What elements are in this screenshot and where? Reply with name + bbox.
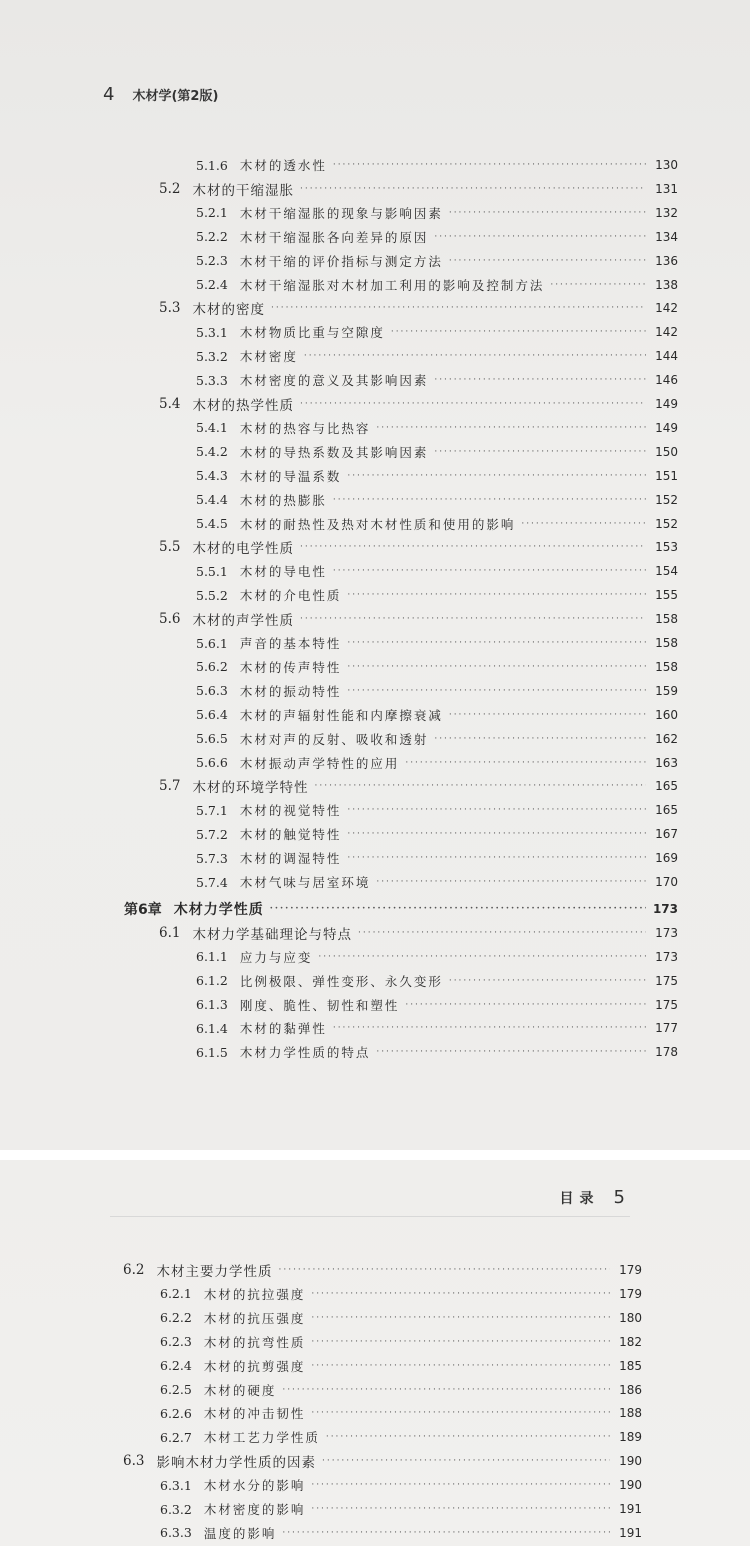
entry-number: 5.4.2 xyxy=(196,444,228,460)
book-title: 木材学(第2版) xyxy=(132,89,219,104)
dot-leader xyxy=(314,781,646,791)
entry-number: 6.3.2 xyxy=(160,1501,192,1517)
entry-number: 5.4 xyxy=(159,396,181,412)
entry-number: 5.4.3 xyxy=(196,468,228,484)
toc-entry-sub xyxy=(196,584,678,606)
page-gap xyxy=(0,1150,750,1160)
dot-leader xyxy=(300,184,646,194)
entry-number: 6.2.2 xyxy=(160,1310,192,1326)
dot-leader xyxy=(311,1504,610,1514)
dot-leader xyxy=(347,853,646,863)
entry-title: 温度的影响 xyxy=(203,1525,277,1541)
page-header xyxy=(103,84,218,105)
dot-leader xyxy=(347,686,646,696)
entry-page: 138 xyxy=(655,277,678,292)
entry-title: 木材主要力学性质 xyxy=(156,1264,273,1280)
entry-page: 165 xyxy=(655,779,678,794)
toc-entry-section xyxy=(123,1450,642,1472)
dot-leader xyxy=(311,1289,610,1299)
entry-title: 木材的声学性质 xyxy=(192,613,294,630)
entry-page: 131 xyxy=(655,181,678,196)
entry-page: 170 xyxy=(655,875,678,889)
entry-page: 167 xyxy=(655,827,678,842)
toc-entry-sub xyxy=(196,417,678,439)
entry-title: 木材的传声特性 xyxy=(239,659,342,675)
dot-leader xyxy=(311,1408,610,1418)
entry-page: 132 xyxy=(655,205,678,220)
toc-entry-sub xyxy=(196,560,678,582)
entry-title: 木材力学性质 xyxy=(173,901,264,918)
entry-page: 150 xyxy=(655,444,678,459)
entry-title: 木材密度的影响 xyxy=(203,1502,306,1517)
entry-number: 6.1.1 xyxy=(196,949,228,965)
toc-entry-sub xyxy=(196,823,678,845)
toc-entry-sub xyxy=(160,1402,642,1424)
entry-number: 第6章 xyxy=(124,901,162,918)
entry-number: 6.1 xyxy=(159,924,181,941)
entry-number: 5.7.2 xyxy=(196,826,228,842)
entry-page: 160 xyxy=(655,707,678,722)
entry-page: 191 xyxy=(619,1525,642,1540)
toc-entry-section xyxy=(159,922,678,944)
entry-title: 木材的触觉特性 xyxy=(239,827,342,843)
toc-entry-sub xyxy=(196,489,678,511)
entry-page: 136 xyxy=(655,253,678,268)
dot-leader xyxy=(376,1047,646,1057)
toc-entry-sub xyxy=(160,1355,642,1377)
entry-page: 186 xyxy=(619,1382,642,1397)
toc-entry-sub xyxy=(160,1283,642,1305)
dot-leader xyxy=(434,232,646,242)
entry-page: 158 xyxy=(655,659,678,674)
entry-page: 159 xyxy=(655,683,678,698)
entry-number: 6.1.5 xyxy=(196,1044,228,1060)
toc-entry-sub xyxy=(196,799,678,821)
toc-entry-sub xyxy=(160,1331,642,1353)
entry-title: 木材的电学性质 xyxy=(192,541,294,558)
toc-entry-sub xyxy=(196,704,678,726)
entry-page: 173 xyxy=(655,925,678,940)
toc-entry-chapter xyxy=(124,898,678,920)
entry-title: 木材的振动特性 xyxy=(239,683,342,699)
entry-page: 165 xyxy=(655,803,678,818)
dot-leader xyxy=(300,542,646,552)
dot-leader xyxy=(300,614,646,624)
dot-leader xyxy=(304,351,646,361)
entry-number: 6.3 xyxy=(123,1453,145,1470)
toc-entry-sub xyxy=(160,1426,642,1448)
toc-entry-section xyxy=(159,393,678,415)
entry-number: 6.2.1 xyxy=(160,1286,192,1302)
entry-title: 木材的导温系数 xyxy=(239,468,342,484)
entry-title: 木材的调湿特性 xyxy=(239,851,342,867)
entry-number: 6.2 xyxy=(123,1262,145,1278)
entry-number: 5.3.3 xyxy=(196,372,228,388)
entry-page: 144 xyxy=(655,349,678,364)
entry-page: 149 xyxy=(655,420,678,435)
dot-leader xyxy=(391,327,646,337)
entry-page: 190 xyxy=(619,1478,642,1493)
entry-number: 5.1.6 xyxy=(196,157,228,173)
entry-number: 5.6.5 xyxy=(196,731,228,747)
entry-page: 134 xyxy=(655,229,678,244)
dot-leader xyxy=(434,375,646,385)
entry-title: 木材的冲击韧性 xyxy=(203,1406,306,1422)
toc-entry-section xyxy=(159,775,678,797)
toc-entry-sub xyxy=(196,632,678,654)
entry-page: 185 xyxy=(619,1358,642,1373)
entry-page: 163 xyxy=(655,755,678,770)
dot-leader xyxy=(405,1000,646,1010)
entry-title: 木材的耐热性及热对木材性质和使用的影响 xyxy=(239,516,516,532)
entry-title: 木材干缩湿胀的现象与影响因素 xyxy=(239,205,443,221)
entry-page: 142 xyxy=(655,301,678,316)
page-number: 5 xyxy=(613,1187,625,1208)
dot-leader xyxy=(347,471,646,481)
page-header xyxy=(560,1187,625,1208)
toc-entry-sub xyxy=(196,752,678,774)
entry-page: 153 xyxy=(655,540,678,555)
dot-leader xyxy=(449,710,646,720)
entry-number: 5.7.4 xyxy=(196,874,228,890)
entry-number: 5.7.1 xyxy=(196,802,228,818)
toc-entry-sub xyxy=(196,369,678,391)
dot-leader xyxy=(322,1456,610,1466)
entry-title: 木材密度的意义及其影响因素 xyxy=(239,373,429,389)
dot-leader xyxy=(449,208,646,218)
toc-entry-sub xyxy=(160,1474,642,1496)
toc-entry-sub xyxy=(196,154,678,176)
entry-title: 木材的导热系数及其影响因素 xyxy=(239,444,429,460)
entry-page: 178 xyxy=(655,1045,678,1060)
toc-entry-sub xyxy=(196,656,678,678)
dot-leader xyxy=(311,1313,610,1323)
dot-leader xyxy=(449,976,646,986)
entry-title: 木材的抗拉强度 xyxy=(203,1286,306,1302)
entry-title: 木材气味与居室环境 xyxy=(239,875,371,890)
dot-leader xyxy=(521,519,646,529)
toc-entry-sub xyxy=(160,1379,642,1401)
toc-entry-sub xyxy=(196,1017,678,1039)
toc-entry-sub xyxy=(196,970,678,992)
toc-entry-sub xyxy=(196,274,678,296)
entry-number: 5.5.1 xyxy=(196,563,228,579)
entry-number: 5.2.4 xyxy=(196,277,228,292)
entry-title: 木材干缩的评价指标与测定方法 xyxy=(239,253,443,269)
entry-title: 木材力学基础理论与特点 xyxy=(192,926,352,943)
dot-leader xyxy=(318,952,646,962)
entry-number: 5.6.2 xyxy=(196,659,228,675)
entry-number: 5.2.1 xyxy=(196,205,228,221)
entry-page: 177 xyxy=(655,1021,678,1036)
entry-number: 5.5 xyxy=(159,539,181,556)
entry-page: 142 xyxy=(655,325,678,340)
dot-leader xyxy=(282,1528,610,1538)
entry-page: 152 xyxy=(655,516,678,531)
entry-number: 6.2.3 xyxy=(160,1334,192,1350)
toc-entry-sub xyxy=(196,847,678,869)
dot-leader xyxy=(347,662,646,672)
toc-entry-section xyxy=(159,297,678,319)
entry-title: 木材水分的影响 xyxy=(203,1478,306,1494)
entry-title: 木材的声辐射性能和内摩擦衰减 xyxy=(239,707,443,723)
dot-leader xyxy=(311,1361,610,1371)
entry-number: 5.2.3 xyxy=(196,253,228,269)
entry-page: 189 xyxy=(619,1430,642,1445)
entry-title: 木材的透水性 xyxy=(239,158,327,173)
toc-entry-sub xyxy=(196,946,678,968)
dot-leader xyxy=(434,447,646,457)
entry-page: 191 xyxy=(619,1502,642,1516)
entry-number: 6.2.6 xyxy=(160,1405,192,1421)
entry-number: 5.3.1 xyxy=(196,324,228,340)
entry-page: 173 xyxy=(652,901,678,916)
toc-entry-sub xyxy=(196,513,678,535)
entry-title: 木材的硬度 xyxy=(203,1382,277,1398)
entry-title: 声音的基本特性 xyxy=(239,636,342,651)
entry-page: 190 xyxy=(619,1454,642,1469)
entry-number: 5.3 xyxy=(159,300,181,317)
entry-title: 影响木材力学性质的因素 xyxy=(156,1455,316,1472)
toc-entry-sub xyxy=(196,250,678,272)
entry-title: 木材的热膨胀 xyxy=(239,492,327,508)
entry-title: 木材的环境学特性 xyxy=(192,780,309,797)
entry-title: 木材的导电性 xyxy=(239,564,327,580)
entry-page: 154 xyxy=(655,564,678,579)
dot-leader xyxy=(282,1385,610,1395)
entry-title: 木材对声的反射、吸收和透射 xyxy=(239,731,429,747)
entry-page: 175 xyxy=(655,997,678,1012)
dot-leader xyxy=(333,495,646,505)
dot-leader xyxy=(333,566,646,576)
entry-title: 木材振动声学特性的应用 xyxy=(239,755,400,771)
dot-leader xyxy=(434,734,646,744)
entry-page: 130 xyxy=(655,158,678,172)
dot-leader xyxy=(405,758,646,768)
dot-leader xyxy=(270,904,646,914)
entry-number: 6.1.2 xyxy=(196,973,228,989)
page-number: 4 xyxy=(103,84,115,105)
dot-leader xyxy=(347,590,646,600)
entry-page: 179 xyxy=(619,1263,642,1277)
dot-leader xyxy=(333,160,646,170)
toc-entry-sub xyxy=(196,1041,678,1063)
dot-leader xyxy=(300,399,646,409)
toc-entry-sub xyxy=(160,1307,642,1329)
dot-leader xyxy=(347,805,646,815)
toc-entry-section xyxy=(159,536,678,558)
entry-page: 179 xyxy=(619,1286,642,1301)
dot-leader xyxy=(358,928,646,938)
toc-entry-sub xyxy=(196,728,678,750)
entry-page: 162 xyxy=(655,731,678,746)
toc-entry-sub xyxy=(160,1522,642,1544)
entry-title: 木材物质比重与空隙度 xyxy=(239,325,385,341)
entry-number: 6.2.7 xyxy=(160,1429,192,1445)
dot-leader xyxy=(311,1337,610,1347)
toc-entry-sub xyxy=(160,1498,642,1520)
entry-title: 刚度、脆性、韧性和塑性 xyxy=(239,997,400,1013)
entry-number: 5.4.5 xyxy=(196,516,228,531)
entry-title: 木材的抗压强度 xyxy=(203,1310,306,1326)
entry-title: 木材工艺力学性质 xyxy=(203,1430,320,1446)
dot-leader xyxy=(271,303,646,313)
dot-leader xyxy=(550,280,646,290)
entry-number: 6.1.4 xyxy=(196,1020,228,1036)
entry-number: 5.7 xyxy=(159,778,181,795)
toc-entry-sub xyxy=(196,441,678,463)
entry-number: 6.3.3 xyxy=(160,1525,192,1541)
entry-title: 木材干缩湿胀对木材加工利用的影响及控制方法 xyxy=(239,277,545,293)
dot-leader xyxy=(333,1023,646,1033)
toc-page-right xyxy=(0,1160,750,1546)
dot-leader xyxy=(449,256,646,266)
entry-number: 5.6.3 xyxy=(196,683,228,699)
entry-number: 6.2.5 xyxy=(160,1382,192,1397)
entry-page: 169 xyxy=(655,851,678,866)
toc-entry-sub xyxy=(196,345,678,367)
entry-page: 158 xyxy=(655,636,678,650)
dot-leader xyxy=(347,829,646,839)
entry-number: 5.3.2 xyxy=(196,348,228,364)
entry-number: 5.2 xyxy=(159,180,181,197)
entry-number: 5.2.2 xyxy=(196,229,228,245)
entry-page: 151 xyxy=(655,468,678,483)
entry-page: 173 xyxy=(655,949,678,964)
entry-title: 比例极限、弹性变形、永久变形 xyxy=(239,973,443,989)
entry-page: 155 xyxy=(655,588,678,603)
dot-leader xyxy=(326,1432,610,1442)
entry-number: 5.4.4 xyxy=(196,492,228,508)
entry-page: 149 xyxy=(655,397,678,411)
entry-number: 5.4.1 xyxy=(196,420,228,436)
toc-entry-section xyxy=(159,608,678,630)
entry-number: 5.6 xyxy=(159,611,181,628)
entry-page: 175 xyxy=(655,973,678,988)
entry-title: 应力与应变 xyxy=(239,949,313,965)
dot-leader xyxy=(278,1265,610,1275)
dot-leader xyxy=(311,1480,610,1490)
toc-entry-sub xyxy=(196,994,678,1016)
entry-number: 5.6.1 xyxy=(196,635,228,651)
entry-title: 木材的热学性质 xyxy=(192,398,294,414)
dot-leader xyxy=(376,423,646,433)
entry-title: 木材的抗弯性质 xyxy=(203,1334,306,1350)
toc-entry-sub xyxy=(196,680,678,702)
entry-title: 木材力学性质的特点 xyxy=(239,1045,371,1061)
toc-entry-sub xyxy=(196,321,678,343)
entry-page: 146 xyxy=(655,373,678,388)
entry-number: 5.5.2 xyxy=(196,587,228,603)
entry-number: 6.2.4 xyxy=(160,1358,192,1374)
entry-page: 188 xyxy=(619,1406,642,1421)
section-title: 目录 xyxy=(559,1191,600,1207)
entry-title: 木材的视觉特性 xyxy=(239,803,342,819)
entry-number: 5.6.6 xyxy=(196,755,228,770)
entry-number: 5.7.3 xyxy=(196,850,228,866)
entry-title: 木材的介电性质 xyxy=(239,588,342,604)
toc-entry-sub xyxy=(196,465,678,487)
entry-title: 木材的黏弹性 xyxy=(239,1021,327,1037)
toc-entry-section xyxy=(123,1259,642,1281)
entry-number: 6.1.3 xyxy=(196,997,228,1012)
header-rule xyxy=(110,1216,630,1217)
entry-title: 木材的干缩湿胀 xyxy=(192,182,294,199)
entry-title: 木材干缩湿胀各向差异的原因 xyxy=(239,229,429,245)
entry-title: 木材的抗剪强度 xyxy=(203,1358,306,1374)
entry-page: 182 xyxy=(619,1334,642,1349)
toc-entry-sub xyxy=(196,226,678,248)
entry-page: 158 xyxy=(655,612,678,627)
entry-number: 6.3.1 xyxy=(160,1477,192,1493)
entry-title: 木材的密度 xyxy=(192,302,265,319)
dot-leader xyxy=(376,877,646,887)
toc-entry-sub xyxy=(196,202,678,224)
toc-entry-sub xyxy=(196,871,678,893)
entry-page: 180 xyxy=(619,1310,642,1325)
entry-page: 152 xyxy=(655,492,678,507)
entry-title: 木材密度 xyxy=(239,349,298,365)
entry-number: 5.6.4 xyxy=(196,707,228,723)
toc-entry-section xyxy=(159,178,678,200)
dot-leader xyxy=(347,638,646,648)
entry-title: 木材的热容与比热容 xyxy=(239,420,371,436)
